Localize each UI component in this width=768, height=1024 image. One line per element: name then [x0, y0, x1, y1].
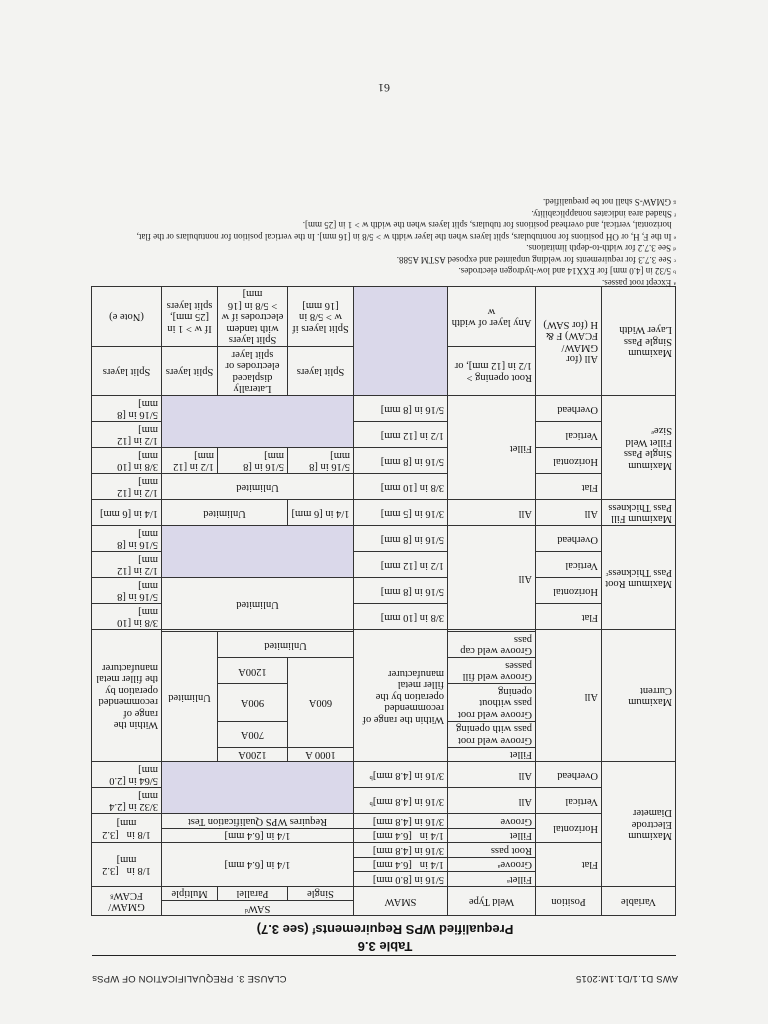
saw-cell: 5/16 in [8 mm]: [288, 448, 354, 474]
shaded-na-cell: [162, 526, 354, 578]
saw-cell: 1000 A: [288, 748, 354, 763]
saw-cell: Unlimited: [162, 578, 354, 630]
smaw-cell: 5/16 in [8 mm]: [354, 526, 448, 552]
position-cell: Horizontal: [536, 814, 602, 843]
weld-type-cell: Groove weld fill passes: [448, 658, 536, 684]
saw-cell: Unlimited: [218, 632, 354, 658]
footnote: ᶜ See 3.7.3 for requirements for welding unpainted and exposed ASTM A588.: [396, 255, 676, 265]
fillet-size-label: Maximum Single Pass Fillet Weld Sizeᵉ: [602, 396, 676, 500]
position-cell: Horizontal: [536, 448, 602, 474]
position-cell: All (for GMAW/ FCAW) F & H (for SAW): [536, 287, 602, 397]
weld-type-cell: All: [448, 526, 536, 630]
position-cell: Vertical: [536, 422, 602, 448]
weld-type-cell: Grooveᵃ: [448, 858, 536, 873]
position-cell: Overhead: [536, 762, 602, 788]
weld-type-cell: All: [448, 500, 536, 526]
gmaw-cell: Within the range of recommended operation by the filler metal manufacturer: [92, 630, 162, 762]
smaw-cell: 3/16 in [5 mm]: [354, 500, 448, 526]
weld-type-cell: Groove weld root pass with opening: [448, 722, 536, 748]
footnote: ᵃ Except root passes.: [602, 278, 676, 288]
smaw-cell: 5/16 in [8 mm]: [354, 396, 448, 422]
electrode-pos-flat: Flat: [536, 843, 602, 887]
shaded-na-cell: [162, 396, 354, 448]
gmaw-cell: 3/32 in [2.4 mm]: [92, 788, 162, 814]
saw-cell: Requires WPS Qualification Test: [162, 814, 354, 829]
gmaw-cell: 3/8 in [10 mm]: [92, 448, 162, 474]
saw-cell: If w > 1 in [25 mm], split layers: [162, 287, 218, 348]
weld-type-cell: Fillet: [448, 396, 536, 500]
smaw-cell: 1/4 in [6.4 mm]: [354, 829, 448, 844]
weld-type-cell: Fillet: [448, 829, 536, 844]
smaw-cell: 3/16 in [4.8 mm]: [354, 843, 448, 858]
smaw-cell: 3/16 in [4.8 mm]ᵇ: [354, 762, 448, 788]
current-label: Maximum Current: [602, 630, 676, 762]
layer-width-label: Maximum Single Pass Layer Width: [602, 287, 676, 397]
footnote: ᵉ In the F, H, or OH positions for nontubulars, split layers when the layer width w > 5/8 in [16 mm]. In the vertical position for nontubulars or the flat,: [136, 232, 676, 242]
smaw-cell: 5/16 in [8.0 mm]: [354, 872, 448, 887]
smaw-cell: 1/2 in [12 mm]: [354, 422, 448, 448]
footnote: horizontal, vertical, and overhead positions for tubulars, split layers when the width w > 1 in [25 mm].: [302, 220, 676, 231]
table-row: [92, 788, 676, 814]
fill-pass-label: Maximum Fill Pass Thickness: [602, 500, 676, 526]
table-row: [92, 422, 676, 448]
table-row: [92, 448, 676, 474]
header-variable: Variable: [602, 887, 676, 916]
table-row: [92, 872, 676, 887]
saw-cell: 700A: [218, 722, 288, 748]
smaw-cell: Within the range of recommended operation by the filler metal manufacturer: [354, 630, 448, 762]
weld-type-cell: Groove: [448, 814, 536, 829]
table-footnotes: [92, 196, 676, 288]
weld-type-cell: Fillet: [448, 748, 536, 763]
position-cell: Flat: [536, 604, 602, 630]
header-position: Position: [536, 887, 602, 916]
table-row: [92, 474, 676, 500]
gmaw-cell: 1/8 in [3.2 mm]: [92, 814, 162, 843]
smaw-cell: 3/16 in [4.8 mm]: [354, 814, 448, 829]
position-cell: Horizontal: [536, 578, 602, 604]
footnote: ᶠ Shaded area indicates nonapplicability.: [531, 209, 676, 219]
saw-cell: 5/16 in [8 mm]: [218, 448, 288, 474]
root-pass-label: Maximum Root Pass Thicknessᶜ: [602, 526, 676, 630]
title-rule: [92, 955, 676, 956]
gmaw-cell: 1/2 in [12 mm]: [92, 552, 162, 578]
position-cell: All: [536, 630, 602, 762]
saw-cell: Laterally displaced electrodes or split layer: [218, 347, 288, 396]
gmaw-cell: 5/16 in [8 mm]: [92, 396, 162, 422]
gmaw-cell: 3/8 in [10 mm]: [92, 604, 162, 630]
weld-type-cell: Groove weld cap pass: [448, 632, 536, 658]
position-cell: Overhead: [536, 396, 602, 422]
smaw-cell: 3/8 in [10 mm]: [354, 604, 448, 630]
position-cell: Vertical: [536, 552, 602, 578]
header-saw-parallel: Parallel: [218, 887, 288, 902]
smaw-cell: 1/4 in [6.4 mm]: [354, 858, 448, 873]
table-row: [92, 500, 676, 526]
gmaw-cell: 5/16 in [8 mm]: [92, 526, 162, 552]
weld-type-cell: Filletᵃ: [448, 872, 536, 887]
saw-cell: Unlimited: [162, 474, 354, 500]
weld-type-cell: All: [448, 762, 536, 788]
saw-cell: 900A: [218, 684, 288, 722]
table-title: [92, 922, 678, 954]
smaw-cell: 1/2 in [12 mm]: [354, 552, 448, 578]
footnote: ᵈ See 3.7.2 for width-to-depth limitations.: [526, 243, 676, 254]
header-weld-type: Weld Type: [448, 887, 536, 916]
saw-cell: Split layers with tandem electrodes if w > 5/8 in [16 mm]: [218, 287, 288, 348]
header-row: [92, 901, 676, 916]
standard-id: AWS D1.1/D1.1M:2015: [575, 973, 678, 984]
gmaw-cell: Split layers: [92, 347, 162, 396]
footnote: ᵇ 5/32 in [4.0 mm] for EXX14 and low-hydrogen electrodes.: [458, 266, 676, 277]
gmaw-cell: 1/4 in [6 mm]: [92, 500, 162, 526]
smaw-cell: 3/8 in [10 mm]: [354, 474, 448, 500]
weld-type-cell: Groove weld root pass without opening: [448, 684, 536, 722]
position-cell: Overhead: [536, 526, 602, 552]
weld-type-cell: Root opening > 1/2 in [12 mm], or: [448, 347, 536, 396]
saw-cell: 600A: [288, 658, 354, 748]
saw-cell: Unlimited: [162, 500, 288, 526]
shaded-na-cell: [354, 287, 448, 397]
table-row: [92, 604, 676, 630]
electrode-label: Maximum Electrode Diameter: [602, 762, 676, 887]
footnote: ᵍ GMAW-S shall not be prequalified.: [543, 197, 676, 208]
position-cell: All: [536, 500, 602, 526]
saw-cell: 1/2 in [12 mm]: [162, 448, 218, 474]
saw-cell: 1200A: [218, 658, 288, 684]
table-row: [92, 347, 676, 396]
smaw-cell: 3/16 in [4.8 mm]ᵇ: [354, 788, 448, 814]
table-row: [92, 829, 676, 844]
header-saw-single: Single: [288, 887, 354, 902]
header-saw-multiple: Multiple: [162, 887, 218, 902]
gmaw-cell: 1/8 in [3.2 mm]: [92, 843, 162, 887]
saw-cell: Split layers: [162, 347, 218, 396]
page-number: 61: [378, 81, 390, 95]
smaw-cell: 5/16 in [8 mm]: [354, 578, 448, 604]
table-caption: Prequalified WPS Requirementsᶠ (see 3.7): [256, 922, 514, 937]
wps-requirements-table: [91, 286, 676, 916]
smaw-cell: 5/16 in [8 mm]: [354, 448, 448, 474]
gmaw-cell: 5/64 in [2.0 mm]: [92, 762, 162, 788]
weld-type-cell: Root pass: [448, 843, 536, 858]
position-cell: Flat: [536, 474, 602, 500]
saw-cell: Split layers if w > 5/8 in [16 mm]: [288, 287, 354, 348]
position-cell: Vertical: [536, 788, 602, 814]
saw-cell: Unlimited: [162, 632, 218, 762]
weld-type-cell: All: [448, 788, 536, 814]
saw-cell: 1/4 in [6 mm]: [288, 500, 354, 526]
gmaw-cell: 1/2 in [12 mm]: [92, 474, 162, 500]
header-gmaw-fcaw: GMAW/ FCAWᵍ: [92, 887, 162, 916]
saw-cell: 1/4 in [6.4 mm]: [162, 829, 354, 844]
gmaw-cell: 5/16 in [8 mm]: [92, 578, 162, 604]
header-smaw: SMAW: [354, 887, 448, 916]
saw-cell: 1200A: [218, 748, 288, 763]
header-saw: SAWᵈ: [162, 901, 354, 916]
shaded-na-cell: [162, 762, 354, 814]
saw-cell: Split layers: [288, 347, 354, 396]
gmaw-cell: (Note e): [92, 287, 162, 348]
clause-title: CLAUSE 3. PREQUALIFICATION OF WPSs: [92, 973, 287, 984]
table-row: [92, 552, 676, 578]
table-number: Table 3.6: [357, 939, 413, 954]
table-row: [92, 748, 676, 763]
gmaw-cell: 1/2 in [12 mm]: [92, 422, 162, 448]
saw-cell: 1/4 in [6.4 mm]: [162, 843, 354, 887]
weld-type-cell: Any layer of width w: [448, 287, 536, 348]
